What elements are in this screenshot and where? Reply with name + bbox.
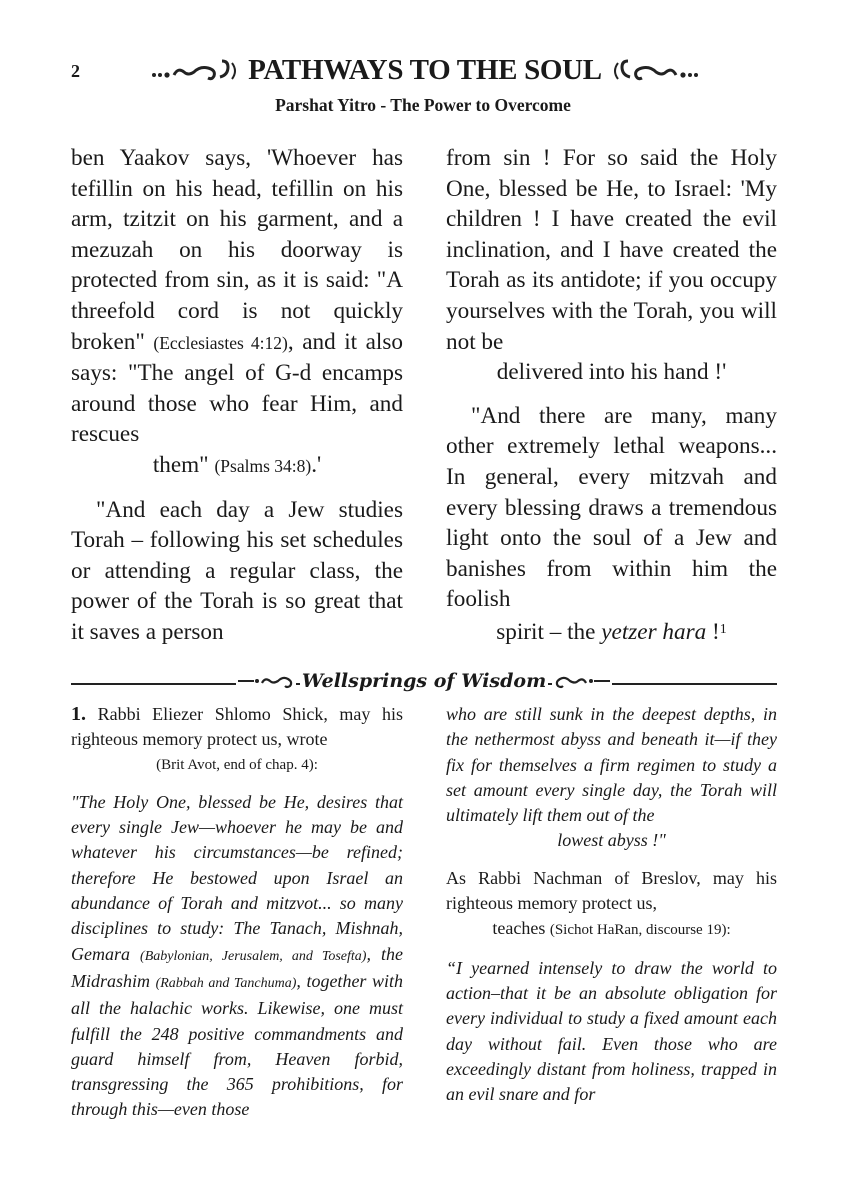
italic-term: yetzer hara — [601, 618, 707, 645]
paragraph-last-line: delivered into his hand !' — [496, 359, 727, 386]
body-text: them" — [152, 451, 215, 478]
main-column-right — [446, 143, 777, 648]
quote-text: , the Midrashim — [71, 943, 403, 991]
body-text: .' — [311, 451, 322, 478]
main-column-left — [71, 143, 403, 648]
paragraph: "And each day a Jew studies Torah – following his set schedules or attending a regular class, the power of the Torah is so great that it saves a person — [71, 496, 403, 645]
footnote-intro — [71, 702, 403, 753]
citation: (Brit Avot, end of chap. 4): — [156, 756, 318, 773]
quote-text: , together with all the halachic works. Likewise, one must fulfill the 248 positive commandments and guard himself from, Heaven forbid, transgressing the 365 prohibitions, for through this—even those — [71, 970, 403, 1120]
quote-text: "The Holy One, blessed be He, desires that every single Jew—whoever he may be and whatever his circumstances—be refined; therefore He bestowed upon Israel an abundance of Torah and mitzvot... so many disciplines to study: The Tanach, Mishnah, Gemara — [71, 791, 403, 964]
footnote-text: Rabbi Eliezer Shlomo Shick, may his righteous memory protect us, wrote — [71, 704, 403, 750]
footnote-divider — [71, 670, 777, 700]
footnote-text: teaches — [492, 918, 550, 939]
footnote-number: 1. — [71, 703, 86, 725]
citation: (Psalms 34:8) — [214, 455, 312, 476]
citation: (Sichot HaRan, discourse 19): — [549, 922, 731, 939]
body-text: , and it also says: "The angel of G-d encamps around those who fear Him, and rescues — [71, 328, 403, 448]
page-number: 2 — [71, 61, 80, 81]
running-header — [130, 50, 720, 90]
paragraph-last-line — [71, 450, 403, 482]
footnote-quote — [71, 790, 403, 1123]
footnote-quote: who are still sunk in the deepest depths, in the nethermost abyss and beneath it—if they fix for themselves a firm regimen to study a set amount every single day, the Torah will ultimately lift them out of the — [446, 704, 777, 826]
body-text: ben Yaakov says, 'Whoever has tefillin on his head, tefillin on his arm, tzitzit on his garment, and a mezuzah on his doorway is protected from sin, as it is said: "A threefold cord is not quickly broken" — [71, 145, 403, 355]
citation: (Rabbah and Tanchuma) — [155, 975, 297, 991]
paragraph: "And there are many, many other extremely lethal weapons... In general, every mitzvah and every blessing draws a tremendous light onto the soul of a Jew and banishes from within him the foolish — [446, 402, 777, 613]
flourish-left-icon — [150, 57, 242, 83]
flourish-left-icon — [236, 672, 296, 690]
article-subtitle: Parshat Yitro - The Power to Overcome — [275, 95, 571, 115]
footnote-column-left — [71, 702, 403, 1123]
citation: (Ecclesiastes 4:12) — [153, 332, 288, 353]
body-text: spirit – the — [496, 618, 602, 645]
publication-title: PATHWAYS TO THE SOUL — [248, 53, 602, 86]
footnote-reference[interactable]: 1 — [719, 621, 727, 637]
paragraph-last-line — [446, 615, 777, 648]
flourish-right-icon — [608, 57, 700, 83]
section-heading: Wellsprings of Wisdom — [301, 670, 547, 692]
footnote-column-right — [446, 702, 777, 1107]
paragraph: from sin ! For so said the Holy One, blessed be He, to Israel: 'My children ! I have created the evil inclination, and I have created the Torah as its antidote; if you occupy yourselves with the Torah, you will not be — [446, 145, 777, 355]
footnote-quote: “I yearned intensely to draw the world to action–that it be an absolute obligation for every individual to study a fixed amount each day without fail. Even those who are exceedingly distant from holiness, trapped in an evil snare and for — [446, 957, 777, 1105]
paragraph — [71, 143, 403, 450]
footnote-quote-last-line: lowest abyss !" — [557, 830, 666, 851]
body-text: ! — [706, 618, 720, 645]
flourish-right-icon — [552, 672, 612, 690]
footnote-intro-last-line — [446, 916, 777, 943]
citation: (Babylonian, Jerusalem, and Tosefta) — [140, 948, 367, 964]
footnote-intro: As Rabbi Nachman of Breslov, may his righteous memory protect us, — [446, 867, 777, 914]
